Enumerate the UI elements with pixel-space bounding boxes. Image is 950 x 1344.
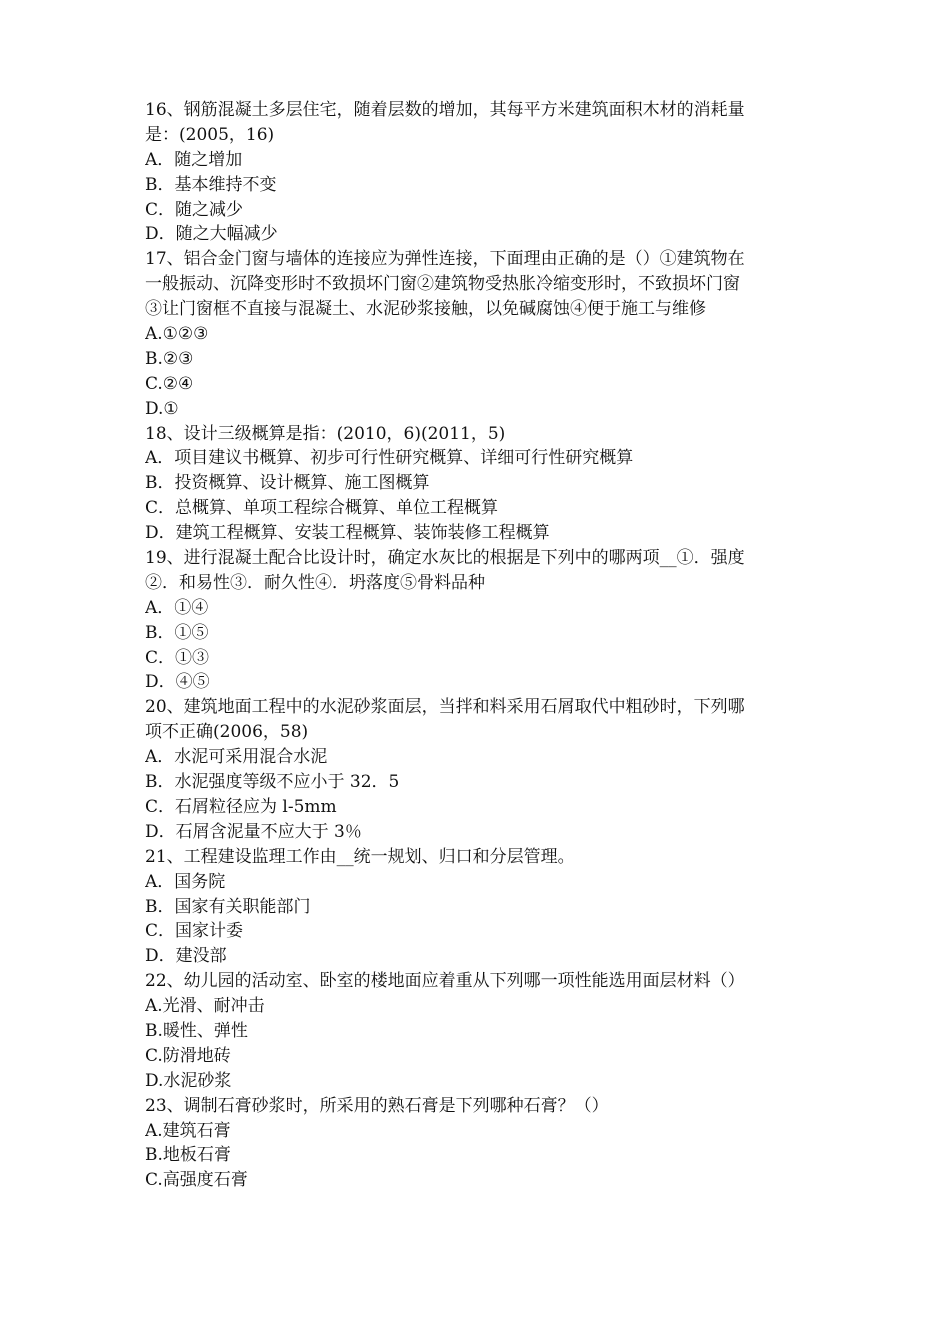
- question-stem: 16、钢筋混凝土多层住宅，随着层数的增加，其每平方米建筑面积木材的消耗量: [145, 100, 745, 120]
- question-stem: 20、建筑地面工程中的水泥砂浆面层，当拌和料采用石屑取代中粗砂时，下列哪: [145, 697, 745, 718]
- question-20: [145, 695, 820, 844]
- option-a: A．国务院: [145, 871, 226, 892]
- option-b: B.②③: [145, 348, 194, 369]
- option-a: A．①④: [145, 597, 209, 618]
- question-stem: 项不正确(2006，58): [145, 722, 309, 743]
- option-c: C．①③: [145, 647, 210, 668]
- option-c: C．随之减少: [145, 199, 244, 220]
- option-b: B．投资概算、设计概算、施工图概算: [145, 473, 430, 494]
- option-a: A．随之增加: [145, 149, 243, 170]
- option-b: B．①⑤: [145, 622, 209, 643]
- question-stem: 一般振动、沉降变形时不致损坏门窗②建筑物受热胀冷缩变形时，不致损坏门窗: [145, 274, 740, 295]
- option-c: C．国家计委: [145, 921, 244, 942]
- option-c: C．石屑粒径应为 l-5mm: [145, 796, 337, 817]
- option-d: D．随之大幅减少: [145, 224, 278, 245]
- question-16: [145, 98, 820, 247]
- question-stem: ③让门窗框不直接与混凝土、水泥砂浆接触，以免碱腐蚀④便于施工与维修: [145, 299, 706, 320]
- option-b: B．基本维持不变: [145, 174, 277, 195]
- option-b: B.暖性、弹性: [145, 1020, 248, 1041]
- document-page: [145, 98, 820, 1193]
- question-stem: 21、工程建设监理工作由__统一规划、归口和分层管理。: [145, 846, 575, 867]
- option-d: D.①: [145, 398, 179, 419]
- question-stem: ②．和易性③．耐久性④．坍落度⑤骨料品种: [145, 572, 485, 593]
- option-a: A.光滑、耐冲击: [145, 996, 265, 1017]
- option-c: C.高强度石膏: [145, 1170, 248, 1191]
- option-b: B．国家有关职能部门: [145, 896, 311, 917]
- option-b: B.地板石膏: [145, 1145, 231, 1166]
- question-stem: 是：(2005，16): [145, 124, 275, 145]
- question-stem: 17、铝合金门窗与墙体的连接应为弹性连接，下面理由正确的是（）①建筑物在: [145, 249, 745, 270]
- option-a: A.建筑石膏: [145, 1120, 231, 1141]
- question-stem: 23、调制石膏砂浆时，所采用的熟石膏是下列哪种石膏？（）: [145, 1095, 609, 1116]
- option-d: D．建没部: [145, 946, 227, 967]
- question-22: [145, 969, 820, 1093]
- option-b: B．水泥强度等级不应小于 32．5: [145, 772, 400, 793]
- option-c: C.防滑地砖: [145, 1045, 231, 1066]
- option-d: D．石屑含泥量不应大于 3％: [145, 821, 362, 842]
- option-d: D.水泥砂浆: [145, 1070, 232, 1091]
- question-19: [145, 546, 820, 695]
- option-a: A．项目建议书概算、初步可行性研究概算、详细可行性研究概算: [145, 448, 634, 469]
- option-c: C．总概算、单项工程综合概算、单位工程概算: [145, 498, 499, 519]
- option-d: D．④⑤: [145, 672, 210, 693]
- option-d: D．建筑工程概算、安装工程概算、装饰装修工程概算: [145, 523, 550, 544]
- question-stem: 18、设计三级概算是指：(2010，6)(2011，5): [145, 423, 506, 444]
- question-18: [145, 422, 820, 546]
- question-17: [145, 247, 820, 421]
- option-a: A.①②③: [145, 324, 209, 345]
- option-c: C.②④: [145, 373, 194, 394]
- option-a: A．水泥可采用混合水泥: [145, 747, 328, 768]
- question-stem: 22、幼儿园的活动室、卧室的楼地面应着重从下列哪一项性能选用面层材料（）: [145, 971, 745, 992]
- question-21: [145, 845, 820, 969]
- question-23: [145, 1094, 820, 1194]
- question-stem: 19、进行混凝土配合比设计时，确定水灰比的根据是下列中的哪两项__①．强度: [145, 548, 745, 569]
